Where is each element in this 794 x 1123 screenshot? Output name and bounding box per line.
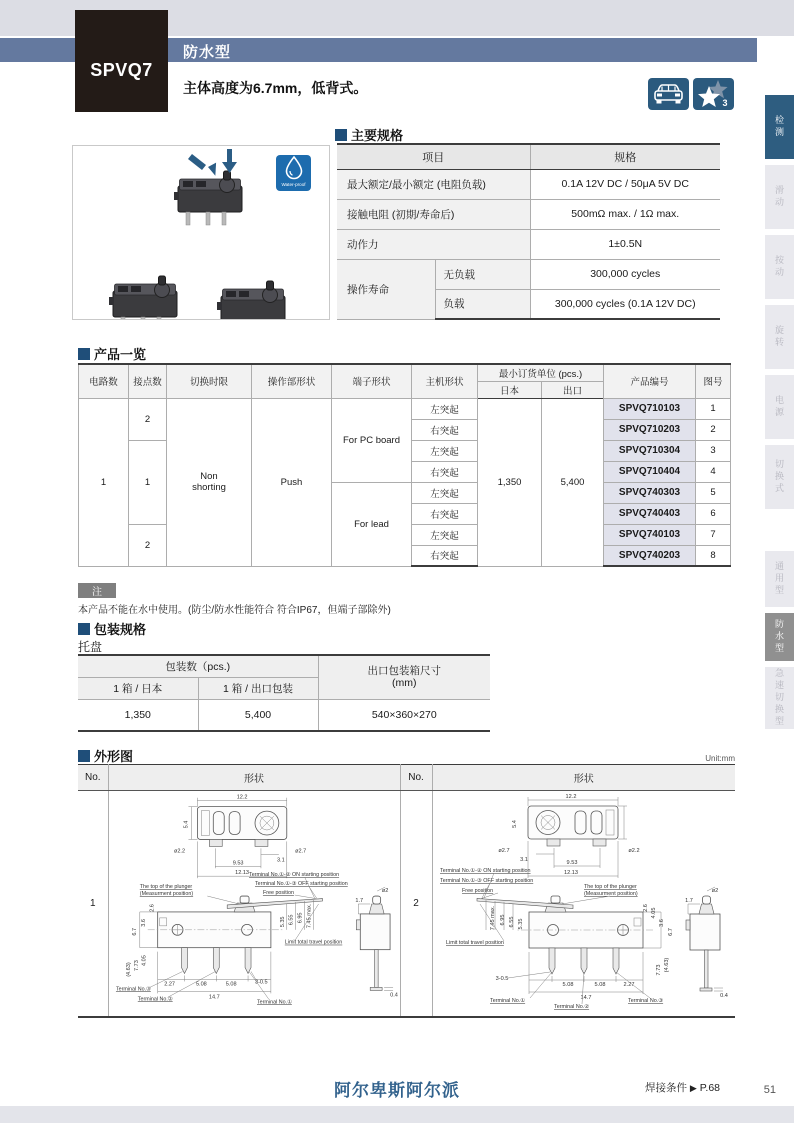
spec-sub-label: 无负载 <box>435 259 530 289</box>
cell-export: 5,400 <box>542 398 604 566</box>
svg-text:Limit total travel position: Limit total travel position <box>445 940 504 946</box>
cell-contacts: 1 <box>129 440 167 524</box>
svg-text:9.53: 9.53 <box>566 860 578 866</box>
cell-body: 右突起 <box>412 503 478 524</box>
specs-col-spec: 规格 <box>530 144 720 169</box>
spec-value: 300,000 cycles (0.1A 12V DC) <box>530 289 720 319</box>
svg-text:7.45 max.: 7.45 max. <box>306 903 313 929</box>
products-heading: 产品一览 <box>78 344 146 363</box>
product-photo-box <box>72 145 330 320</box>
cell-body: 右突起 <box>412 545 478 566</box>
cell-fig: 1 <box>696 398 731 419</box>
svg-text:ø2: ø2 <box>711 888 719 894</box>
cell-body: 右突起 <box>412 419 478 440</box>
cell-part-number: SPVQ710404 <box>604 461 696 482</box>
spec-label-life: 操作寿命 <box>337 259 435 319</box>
svg-text:6.95: 6.95 <box>297 912 304 924</box>
svg-text:3.1: 3.1 <box>519 857 528 863</box>
cell-part-number: SPVQ740303 <box>604 482 696 503</box>
svg-text:7.73: 7.73 <box>133 960 140 971</box>
svg-text:2.27: 2.27 <box>163 981 175 988</box>
svg-text:6.55: 6.55 <box>288 914 295 926</box>
sidebar-item-jiance[interactable]: 检测 <box>765 95 794 159</box>
cell-fig: 2 <box>696 419 731 440</box>
bottom-band <box>0 1106 794 1123</box>
waterproof-icon <box>276 155 311 191</box>
note-badge: 注 <box>78 583 116 598</box>
svg-text:6.7: 6.7 <box>131 927 138 936</box>
svg-text:6.95: 6.95 <box>499 914 506 926</box>
svg-text:ø2.7: ø2.7 <box>294 848 306 855</box>
specs-heading: 主要规格 <box>335 125 403 144</box>
cell-part-number: SPVQ740103 <box>604 524 696 545</box>
section-marker <box>78 348 90 360</box>
outline-table <box>78 764 735 1018</box>
svg-text:ø2.2: ø2.2 <box>628 848 640 854</box>
outline-heading: 外形图 <box>78 746 133 765</box>
specs-table <box>337 143 720 320</box>
cell-body: 右突起 <box>412 461 478 482</box>
waterproof-label: Water-proof <box>281 182 306 187</box>
side-tab-nav <box>765 95 794 735</box>
svg-text:2.6: 2.6 <box>642 904 649 912</box>
page-number: 51 <box>763 1084 776 1096</box>
cell-fig: 4 <box>696 461 731 482</box>
figure-number: 1 <box>78 791 108 1018</box>
svg-text:6.7: 6.7 <box>667 928 674 936</box>
automotive-car-icon <box>648 78 689 110</box>
note-text: 本产品不能在水中使用。(防尘/防水性能符合 符合IP67，但端子部除外) <box>78 605 391 616</box>
svg-text:Terminal No.①: Terminal No.① <box>256 999 292 1006</box>
col-part: 产品编号 <box>604 364 696 398</box>
sidebar-item-andong[interactable]: 按动 <box>765 235 794 299</box>
model-box <box>75 10 168 112</box>
cell-japan: 1,350 <box>478 398 542 566</box>
outline-drawing-2 <box>434 792 734 1012</box>
col-terminal: 端子形状 <box>332 364 412 398</box>
svg-text:14.7: 14.7 <box>208 994 220 1001</box>
header-icons <box>648 78 734 110</box>
svg-text:3.1: 3.1 <box>276 857 285 864</box>
svg-text:ø2.2: ø2.2 <box>173 848 185 855</box>
sidebar-item-huadong[interactable]: 滑动 <box>765 165 794 229</box>
sidebar-item-dianyuan[interactable]: 电源 <box>765 375 794 439</box>
cell-fig: 6 <box>696 503 731 524</box>
cell-contacts: 2 <box>129 398 167 440</box>
outline-col-no: No. <box>78 765 108 791</box>
tray-label: 托盘 <box>78 640 103 654</box>
svg-text:14.7: 14.7 <box>580 995 592 1001</box>
svg-text:5.08: 5.08 <box>594 982 606 988</box>
cell-japan-qty: 1,350 <box>78 699 198 731</box>
svg-text:(Measurment position): (Measurment position) <box>583 891 638 897</box>
svg-text:5.08: 5.08 <box>562 982 574 988</box>
spec-sub-label: 负载 <box>435 289 530 319</box>
svg-text:12.13: 12.13 <box>563 870 578 876</box>
outline-figure-1 <box>108 791 400 1018</box>
col-pack-qty: 包装数（pcs.) <box>78 655 318 677</box>
cell-body: 左突起 <box>412 440 478 461</box>
specs-col-item: 项目 <box>337 144 530 169</box>
svg-text:5.08: 5.08 <box>225 981 237 988</box>
cell-part-number: SPVQ710203 <box>604 419 696 440</box>
cell-body: 左突起 <box>412 398 478 419</box>
svg-text:0.4: 0.4 <box>719 993 728 999</box>
svg-text:7.45 max.: 7.45 max. <box>489 905 496 931</box>
spec-label: 最大额定/最小额定 (电阻负载) <box>337 169 530 199</box>
spec-value: 1±0.5N <box>530 229 720 259</box>
cell-terminal: For lead <box>332 482 412 566</box>
col-actuator: 操作部形状 <box>252 364 332 398</box>
cell-timing: Non shorting <box>167 398 252 566</box>
cell-fig: 7 <box>696 524 731 545</box>
svg-text:12.2: 12.2 <box>565 794 577 800</box>
cell-part-number: SPVQ740203 <box>604 545 696 566</box>
outline-col-shape: 形状 <box>108 765 400 791</box>
packaging-heading: 包装规格 <box>78 619 146 638</box>
svg-text:Terminal No.①-③ OFF starting p: Terminal No.①-③ OFF starting position <box>254 881 348 888</box>
unit-note: Unit:mm <box>705 754 735 763</box>
svg-text:1.7: 1.7 <box>354 898 363 904</box>
table-row <box>79 398 731 419</box>
spec-label: 动作力 <box>337 229 530 259</box>
cell-body: 左突起 <box>412 524 478 545</box>
svg-text:5.08: 5.08 <box>195 981 207 988</box>
svg-text:Terminal No.②: Terminal No.② <box>553 1004 589 1010</box>
svg-text:(4.63): (4.63) <box>125 962 132 977</box>
svg-text:Free position: Free position <box>461 888 493 894</box>
svg-text:Terminal No.①-② ON starting po: Terminal No.①-② ON starting position <box>439 868 531 874</box>
sidebar-item-qiehuanshi[interactable]: 切换式 <box>765 445 794 509</box>
col-contacts: 接点数 <box>129 364 167 398</box>
svg-text:0.4: 0.4 <box>389 992 398 999</box>
spec-value: 300,000 cycles <box>530 259 720 289</box>
outline-col-shape: 形状 <box>432 765 735 791</box>
sidebar-item-tongyongxing[interactable]: 通用型 <box>765 551 794 607</box>
section-marker <box>78 623 90 635</box>
svg-text:12.13: 12.13 <box>234 870 249 877</box>
svg-text:7.73: 7.73 <box>655 964 662 976</box>
col-fig: 图号 <box>696 364 731 398</box>
svg-text:Limit total travel position: Limit total travel position <box>284 939 342 946</box>
page-subtitle: 主体高度为6.7mm，低背式。 <box>183 80 368 96</box>
sidebar-item-fangshuixing[interactable]: 防水型 <box>765 613 794 661</box>
spec-value: 0.1A 12V DC / 50μA 5V DC <box>530 169 720 199</box>
star-count: 3 <box>722 98 728 108</box>
col-pack-japan: 1 箱 / 日本 <box>78 677 198 699</box>
products-table <box>78 363 731 567</box>
cell-fig: 5 <box>696 482 731 503</box>
svg-text:12.2: 12.2 <box>236 794 247 801</box>
section-marker <box>335 129 347 141</box>
col-timing: 切换时限 <box>167 364 252 398</box>
section-marker <box>78 750 90 762</box>
spec-value: 500mΩ max. / 1Ω max. <box>530 199 720 229</box>
svg-text:2.6: 2.6 <box>149 904 156 912</box>
svg-text:Terminal No.③: Terminal No.③ <box>627 998 663 1004</box>
table-row <box>78 699 490 731</box>
sidebar-item-jisuqiehuanxing[interactable]: 急速切换型 <box>765 667 794 729</box>
svg-text:Terminal No.①: Terminal No.① <box>489 998 525 1004</box>
soldering-conditions-link[interactable]: 焊接条件 ▶ P.68 <box>644 1082 720 1094</box>
svg-text:1.7: 1.7 <box>684 898 693 904</box>
cell-part-number: SPVQ710304 <box>604 440 696 461</box>
svg-text:6.55: 6.55 <box>508 916 515 928</box>
col-japan: 日本 <box>478 381 542 398</box>
cell-box-size: 540×360×270 <box>318 699 490 731</box>
sidebar-item-xuanzhuan[interactable]: 旋转 <box>765 305 794 369</box>
cell-fig: 8 <box>696 545 731 566</box>
svg-text:(4.63): (4.63) <box>663 957 670 973</box>
outline-col-no: No. <box>400 765 432 791</box>
col-body: 主机形状 <box>412 364 478 398</box>
svg-text:3-0.5: 3-0.5 <box>495 976 509 982</box>
col-circuits: 电路数 <box>79 364 129 398</box>
cell-export-qty: 5,400 <box>198 699 318 731</box>
outline-figure-2 <box>432 791 735 1018</box>
svg-text:5.4: 5.4 <box>511 820 518 828</box>
svg-text:5.35: 5.35 <box>279 916 286 928</box>
pointer-arrows <box>188 149 237 176</box>
svg-text:3.6: 3.6 <box>658 919 665 927</box>
cell-part-number: SPVQ740403 <box>604 503 696 524</box>
svg-text:4.05: 4.05 <box>650 907 657 919</box>
cell-body: 左突起 <box>412 482 478 503</box>
model-name: SPVQ7 <box>90 59 153 80</box>
figure-number: 2 <box>400 791 432 1018</box>
cell-terminal: For PC board <box>332 398 412 482</box>
col-export-box-size: 出口包装箱尺寸 (mm) <box>318 655 490 699</box>
packaging-table <box>78 654 490 732</box>
brand-logo: 阿尔卑斯阿尔派 <box>334 1081 460 1100</box>
svg-text:Terminal No.②: Terminal No.② <box>137 996 173 1003</box>
svg-text:The top of the plunger: The top of the plunger <box>583 884 637 890</box>
star-rating-icon <box>693 78 734 110</box>
outline-drawing-1 <box>110 792 400 1012</box>
svg-text:(Measurment position): (Measurment position) <box>139 891 193 898</box>
svg-text:3-0.5: 3-0.5 <box>254 979 268 986</box>
col-export: 出口 <box>542 381 604 398</box>
cell-part-number: SPVQ710103 <box>604 398 696 419</box>
cell-actuator: Push <box>252 398 332 566</box>
svg-text:Terminal No.③: Terminal No.③ <box>115 986 151 993</box>
cell-fig: 3 <box>696 440 731 461</box>
svg-text:5.35: 5.35 <box>517 918 524 930</box>
cell-circuits: 1 <box>79 398 129 566</box>
svg-text:The top of the plunger: The top of the plunger <box>139 884 192 891</box>
svg-text:Free position: Free position <box>262 890 294 897</box>
spec-label: 接触电阻 (初期/寿命后) <box>337 199 530 229</box>
svg-text:5.4: 5.4 <box>182 820 189 829</box>
svg-text:Terminal No.①-③ OFF starting p: Terminal No.①-③ OFF starting position <box>439 878 533 884</box>
svg-text:ø2: ø2 <box>381 888 388 895</box>
col-pack-export: 1 箱 / 出口包装 <box>198 677 318 699</box>
svg-text:9.53: 9.53 <box>232 860 244 867</box>
category-title: 防水型 <box>183 44 232 61</box>
svg-text:2.27: 2.27 <box>623 982 635 988</box>
svg-text:Terminal No.①-② ON starting po: Terminal No.①-② ON starting position <box>248 872 339 879</box>
svg-text:4.05: 4.05 <box>141 955 148 966</box>
cell-contacts: 2 <box>129 524 167 566</box>
col-moq: 最小订货单位 (pcs.) <box>478 364 604 381</box>
arrow-right-icon: ▶ <box>689 1083 697 1093</box>
svg-text:3.6: 3.6 <box>140 918 147 927</box>
svg-text:ø2.7: ø2.7 <box>498 848 510 854</box>
